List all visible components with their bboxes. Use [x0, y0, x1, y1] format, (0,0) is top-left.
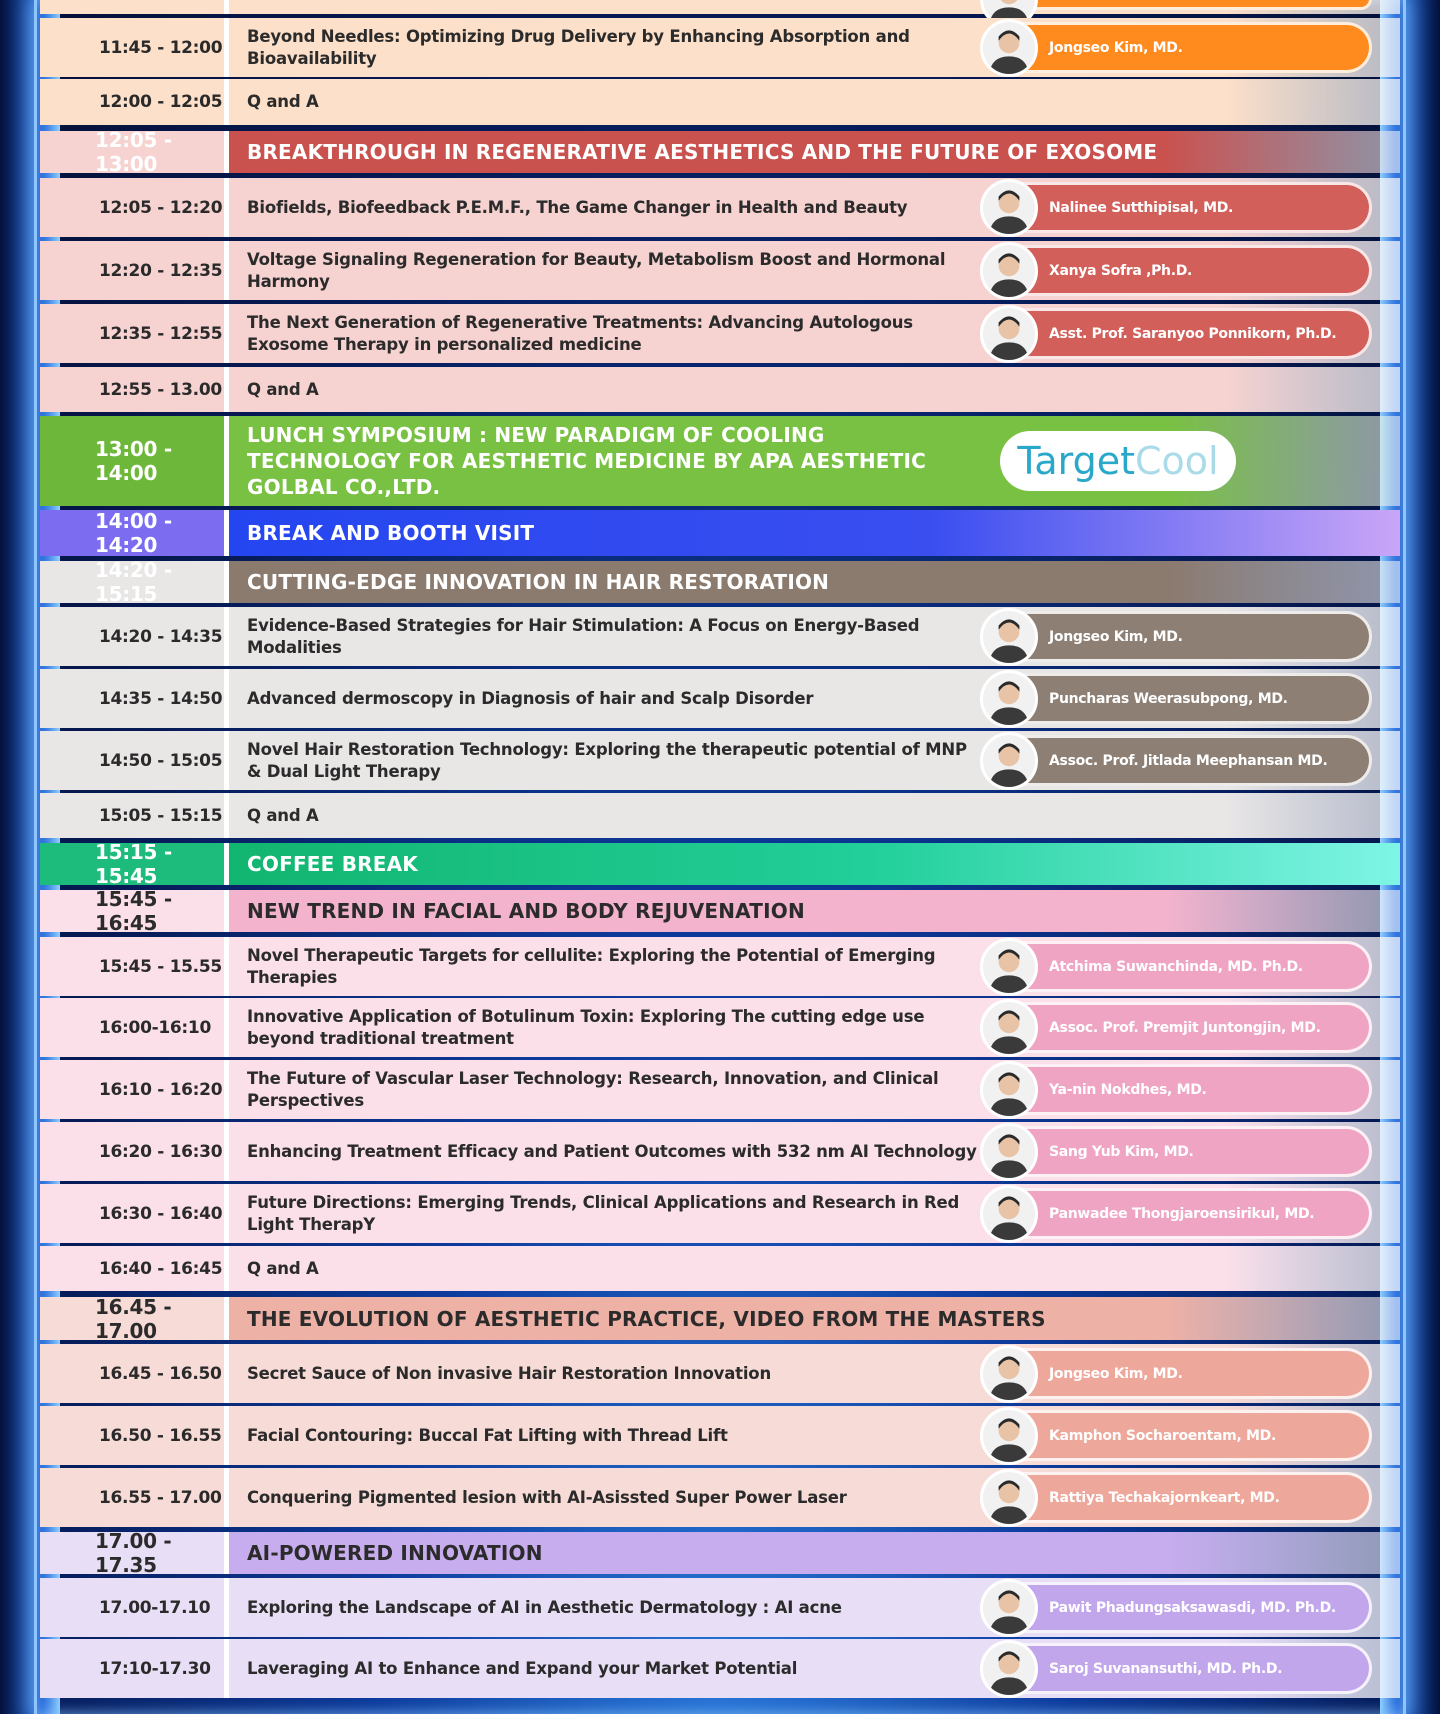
talk-row: [40, 607, 1400, 666]
qa-row: [40, 79, 1400, 125]
time-slot: 16.45 - 17.00: [40, 1297, 224, 1340]
talk-title: Beyond Needles: Optimizing Drug Delivery by Enhancing Absorption and Bioavailability: [229, 18, 1400, 77]
speaker-avatar: [980, 1469, 1038, 1527]
speaker-badge: [980, 735, 1372, 786]
talk-title: The Future of Vascular Laser Technology: Research, Innovation, and Clinical Perspectives: [229, 1060, 1400, 1119]
session-title: NEW TREND IN FACIAL AND BODY REJUVENATION: [229, 890, 1400, 932]
talk-title: Q and A: [229, 367, 1400, 412]
time-slot: 12:35 - 12:55: [40, 304, 224, 363]
time-slot: 12:20 - 12:35: [40, 241, 224, 300]
time-slot: 14:00 - 14:20: [40, 510, 224, 556]
speaker-badge: [980, 0, 1372, 10]
talk-title: Conquering Pigmented lesion with AI-Asissted Super Power Laser: [229, 1468, 1400, 1527]
time-slot: 12:00 - 12:05: [40, 79, 224, 125]
session-header: [40, 1529, 1400, 1577]
speaker-avatar: [980, 242, 1038, 300]
speaker-avatar: [980, 1185, 1038, 1243]
speaker-badge: [980, 673, 1372, 724]
talk-row: [40, 1060, 1400, 1119]
talk-title: Q and A: [229, 79, 1400, 125]
talk-title: Q and A: [229, 1246, 1400, 1291]
session-header: [40, 128, 1400, 176]
speaker-badge: [980, 1643, 1372, 1694]
talk-title: Q and A: [229, 793, 1400, 838]
speaker-name: Xanya Sofra ,Ph.D.: [1049, 262, 1193, 279]
speaker-avatar: [980, 1579, 1038, 1637]
talk-row: [40, 1406, 1400, 1465]
speaker-badge: [980, 1064, 1372, 1115]
talk-title: Facial Contouring: Buccal Fat Lifting with Thread Lift: [229, 1406, 1400, 1465]
talk-title: Laveraging AI to Enhance and Expand your Market Potential: [229, 1639, 1400, 1698]
talk-row: [40, 1468, 1400, 1527]
lunch-symposium-row: [40, 416, 1400, 506]
speaker-avatar: [980, 938, 1038, 996]
session-header: [40, 1294, 1400, 1343]
speaker-name: Puncharas Weerasubpong, MD.: [1049, 690, 1288, 707]
time-slot: 16.55 - 17.00: [40, 1468, 224, 1527]
time-slot: 17.00 - 17.35: [40, 1532, 224, 1574]
speaker-name: Jongseo Kim, MD.: [1049, 628, 1183, 645]
talk-row: [40, 0, 1400, 14]
speaker-name: Ya-nin Nokdhes, MD.: [1049, 1081, 1207, 1098]
logo-text-cool: Cool: [1134, 439, 1219, 483]
speaker-avatar: [980, 19, 1038, 77]
talk-title: Exploring the Landscape of AI in Aesthetic Dermatology : AI acne: [229, 1578, 1400, 1637]
speaker-badge: [980, 22, 1372, 73]
talk-title: Evidence-Based Strategies for Hair Stimulation: A Focus on Energy-Based Modalities: [229, 607, 1400, 666]
talk-title: Biofields, Biofeedback P.E.M.F., The Game Changer in Health and Beauty: [229, 178, 1400, 237]
talk-title: The Next Generation of Regenerative Treatments: Advancing Autologous Exosome Therapy in personalized medicine: [229, 304, 1400, 363]
qa-row: [40, 793, 1400, 838]
speaker-avatar: [980, 608, 1038, 666]
speaker-badge: [980, 941, 1372, 992]
speaker-avatar: [980, 732, 1038, 790]
session-header: [40, 510, 1400, 556]
talk-row: [40, 1184, 1400, 1243]
talk-row: [40, 178, 1400, 237]
time-slot: 12:05 - 13:00: [40, 131, 224, 173]
time-slot: 16.50 - 16.55: [40, 1406, 224, 1465]
speaker-avatar: [980, 999, 1038, 1057]
speaker-name: Atchima Suwanchinda, MD. Ph.D.: [1049, 958, 1303, 975]
talk-title: Novel Hair Restoration Technology: Exploring the therapeutic potential of MNP & Dual Light Therapy: [229, 731, 1400, 790]
speaker-avatar: [980, 179, 1038, 237]
speaker-badge: [980, 1410, 1372, 1461]
session-title: COFFEE BREAK: [229, 843, 1400, 885]
speaker-name: Jongseo Kim, MD.: [1049, 39, 1183, 56]
logo-text-target: Target: [1017, 439, 1135, 483]
speaker-badge: [980, 1002, 1372, 1053]
time-slot: 14:50 - 15:05: [40, 731, 224, 790]
talk-title: Enhancing Treatment Efficacy and Patient Outcomes with 532 nm AI Technology: [229, 1122, 1400, 1181]
speaker-badge: [980, 308, 1372, 359]
time-slot: 17.00-17.10: [40, 1578, 224, 1637]
talk-title: Innovative Application of Botulinum Toxin: Exploring The cutting edge use beyond traditional treatment: [229, 998, 1400, 1057]
time-slot: 14:35 - 14:50: [40, 669, 224, 728]
speaker-avatar: [980, 1123, 1038, 1181]
talk-title: LUNCH SYMPOSIUM : NEW PARADIGM OF COOLING TECHNOLOGY FOR AESTHETIC MEDICINE BY APA AESTHETIC GOLBAL CO.,LTD.: [229, 416, 1400, 506]
talk-row: [40, 1344, 1400, 1403]
speaker-badge: [980, 1582, 1372, 1633]
time-slot: 16:30 - 16:40: [40, 1184, 224, 1243]
session-title: THE EVOLUTION OF AESTHETIC PRACTICE, VIDEO FROM THE MASTERS: [229, 1297, 1400, 1340]
speaker-name: Nalinee Sutthipisal, MD.: [1049, 199, 1234, 216]
session-title: AI-POWERED INNOVATION: [229, 1532, 1400, 1574]
speaker-avatar: [980, 305, 1038, 363]
speaker-avatar: [980, 1407, 1038, 1465]
speaker-avatar: [980, 670, 1038, 728]
talk-row: [40, 1639, 1400, 1698]
talk-row: [40, 669, 1400, 728]
speaker-name: Sang Yub Kim, MD.: [1049, 1143, 1194, 1160]
session-header: [40, 840, 1400, 888]
time-slot: [40, 0, 224, 14]
talk-row: [40, 1122, 1400, 1181]
time-slot: 12:55 - 13.00: [40, 367, 224, 412]
time-slot: 16:00-16:10: [40, 998, 224, 1057]
speaker-avatar: [980, 1640, 1038, 1698]
speaker-avatar: [980, 1345, 1038, 1403]
speaker-avatar: [980, 1061, 1038, 1119]
talk-title: Novel Therapeutic Targets for cellulite: Exploring the Potential of Emerging Therapies: [229, 937, 1400, 996]
speaker-name: Rattiya Techakajornkeart, MD.: [1049, 1489, 1280, 1506]
talk-title: Future Directions: Emerging Trends, Clinical Applications and Research in Red Light TherapY: [229, 1184, 1400, 1243]
time-slot: 16:10 - 16:20: [40, 1060, 224, 1119]
time-slot: 13:00 - 14:00: [40, 416, 224, 506]
talk-row: [40, 731, 1400, 790]
talk-title: Secret Sauce of Non invasive Hair Restoration Innovation: [229, 1344, 1400, 1403]
speaker-name: Panwadee Thongjaroensirikul, MD.: [1049, 1205, 1315, 1222]
talk-row: [40, 937, 1400, 996]
talk-row: [40, 241, 1400, 300]
talk-title: Voltage Signaling Regeneration for Beauty, Metabolism Boost and Hormonal Harmony: [229, 241, 1400, 300]
time-slot: 12:05 - 12:20: [40, 178, 224, 237]
speaker-badge: [980, 611, 1372, 662]
speaker-badge: [980, 1472, 1372, 1523]
session-title: BREAKTHROUGH IN REGENERATIVE AESTHETICS AND THE FUTURE OF EXOSOME: [229, 131, 1400, 173]
speaker-name: Asst. Prof. Saranyoo Ponnikorn, Ph.D.: [1049, 325, 1337, 342]
speaker-badge: [980, 1126, 1372, 1177]
time-slot: 14:20 - 14:35: [40, 607, 224, 666]
speaker-name: Assoc. Prof. Jitlada Meephansan MD.: [1049, 752, 1328, 769]
talk-row: [40, 304, 1400, 363]
speaker-badge: [980, 182, 1372, 233]
speaker-name: Pawit Phadungsaksawasdi, MD. Ph.D.: [1049, 1599, 1336, 1616]
talk-row: [40, 998, 1400, 1057]
talk-row: [40, 1578, 1400, 1637]
speaker-name: Jongseo Kim, MD.: [1049, 1365, 1183, 1382]
time-slot: 16:20 - 16:30: [40, 1122, 224, 1181]
time-slot: 15:15 - 15:45: [40, 843, 224, 885]
session-header: [40, 887, 1400, 935]
time-slot: 15:45 - 15.55: [40, 937, 224, 996]
time-slot: 11:45 - 12:00: [40, 18, 224, 77]
talk-title: Advanced dermoscopy in Diagnosis of hair and Scalp Disorder: [229, 669, 1400, 728]
qa-row: [40, 367, 1400, 412]
speaker-name: Assoc. Prof. Premjit Juntongjin, MD.: [1049, 1019, 1321, 1036]
speaker-badge: [980, 1348, 1372, 1399]
speaker-name: Kamphon Socharoentam, MD.: [1049, 1427, 1277, 1444]
qa-row: [40, 1246, 1400, 1291]
sponsor-logo: [1000, 431, 1236, 491]
time-slot: 15:45 - 16:45: [40, 890, 224, 932]
speaker-badge: [980, 1188, 1372, 1239]
time-slot: 14:20 - 15:15: [40, 561, 224, 603]
speaker-badge: [980, 245, 1372, 296]
time-slot: 16:40 - 16:45: [40, 1246, 224, 1291]
talk-row: [40, 18, 1400, 77]
session-title: CUTTING-EDGE INNOVATION IN HAIR RESTORATION: [229, 561, 1400, 603]
time-slot: 16.45 - 16.50: [40, 1344, 224, 1403]
time-slot: 17:10-17.30: [40, 1639, 224, 1698]
session-title: BREAK AND BOOTH VISIT: [229, 510, 1400, 556]
time-slot: 15:05 - 15:15: [40, 793, 224, 838]
session-header: [40, 558, 1400, 606]
speaker-name: Saroj Suvanansuthi, MD. Ph.D.: [1049, 1660, 1283, 1677]
